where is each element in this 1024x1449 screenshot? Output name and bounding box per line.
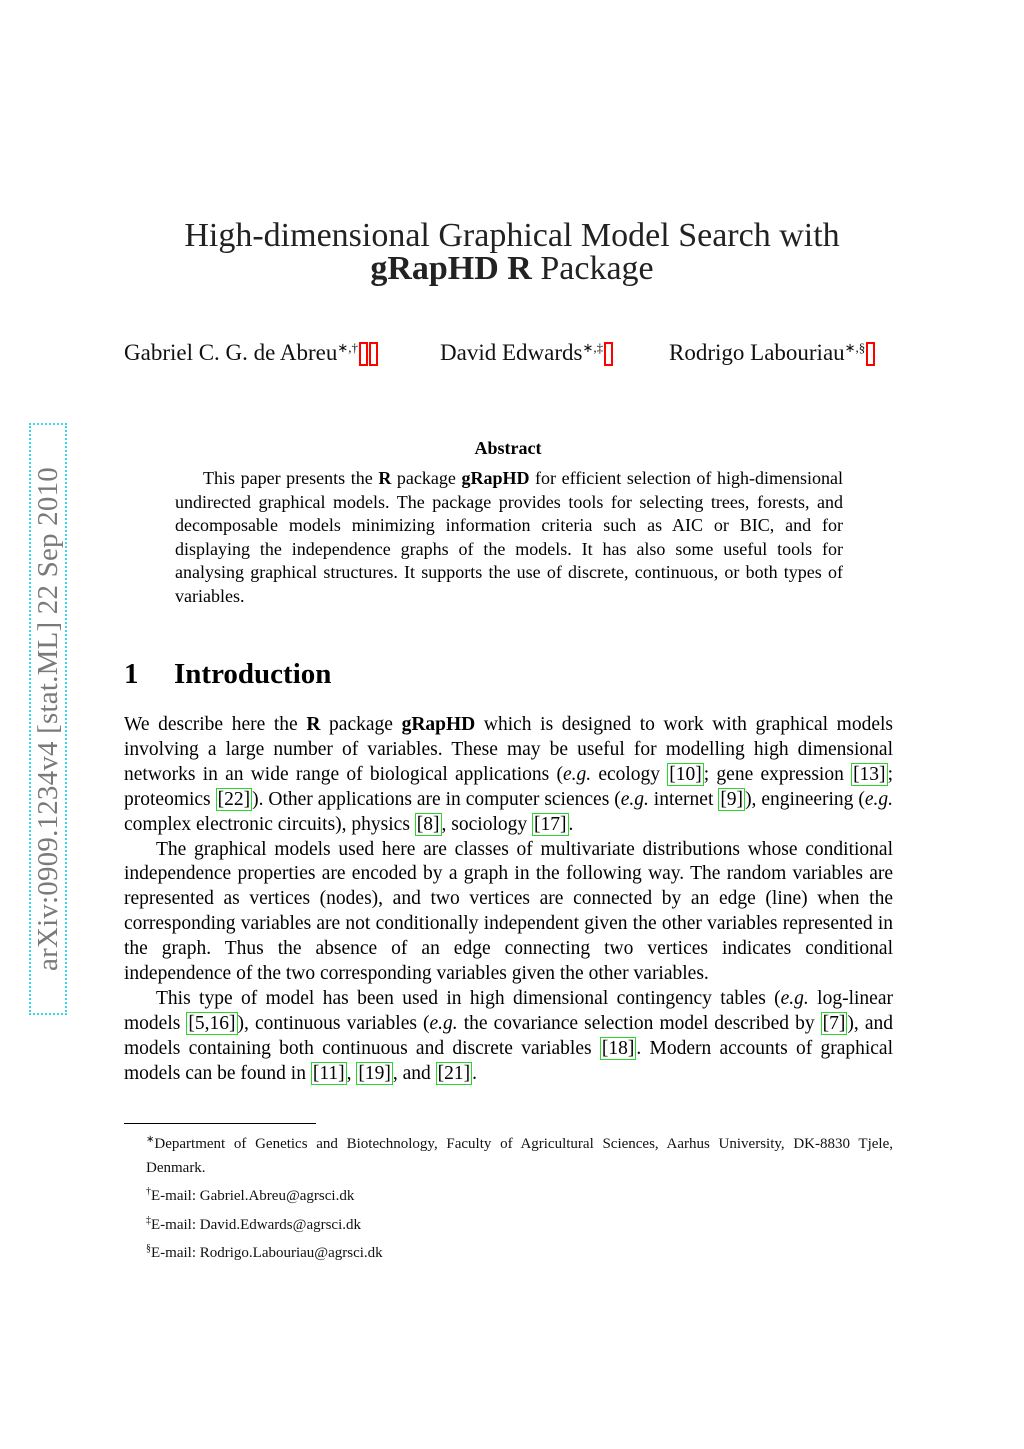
abstract-package-bold: gRapHD xyxy=(461,468,530,488)
body-italic: e.g. xyxy=(562,763,592,785)
intro-paragraph-3 xyxy=(124,987,893,1087)
footnote-link-box[interactable] xyxy=(604,342,613,366)
citation-link[interactable]: [10] xyxy=(669,763,702,785)
arxiv-id: arXiv:0909.1234v4 [stat.ML] 22 Sep 2010 xyxy=(32,467,64,971)
footnote-link-box[interactable] xyxy=(369,342,378,366)
title-package-suffix: Package xyxy=(531,250,654,287)
body-text: ; proteomics xyxy=(124,763,893,810)
section-number: 1 xyxy=(124,658,139,690)
author-abreu xyxy=(124,340,378,366)
body-text: . Modern accounts of graphical models can be found in xyxy=(124,1037,894,1084)
footnote-mark: † xyxy=(146,1186,151,1197)
footnotes xyxy=(124,1128,893,1266)
body-text: log-linear models xyxy=(124,987,893,1034)
author-list xyxy=(124,340,904,372)
citation-link[interactable]: [7] xyxy=(822,1012,846,1034)
body-text: ), engineering ( xyxy=(745,788,865,810)
citation-link[interactable]: [19] xyxy=(358,1062,391,1084)
body-italic: e.g. xyxy=(780,987,809,1009)
body-text: , xyxy=(346,1062,357,1084)
footnote-email-edwards xyxy=(124,1209,893,1238)
footnote-mark: § xyxy=(146,1243,151,1254)
paper-title-line2 xyxy=(0,252,1024,285)
footnote-mark: ∗ xyxy=(146,1134,155,1145)
body-text: , sociology xyxy=(441,813,532,835)
intro-paragraph-1 xyxy=(124,713,893,838)
citation-link[interactable]: [18] xyxy=(601,1037,635,1059)
footnote-divider xyxy=(124,1123,316,1124)
paper-title-line1: High-dimensional Graphical Model Search with xyxy=(184,217,840,254)
abstract-heading: Abstract xyxy=(474,438,542,458)
abstract-body xyxy=(175,467,843,608)
body-text: ), and models containing both continuous and discrete variables xyxy=(124,1012,893,1059)
citation-link[interactable]: [9] xyxy=(720,788,744,810)
author-name: Rodrigo Labouriau xyxy=(669,340,845,365)
body-italic: e.g. xyxy=(864,788,893,810)
footnote-text: E-mail: Rodrigo.Labouriau@agrsci.dk xyxy=(151,1245,383,1261)
body-text: We describe here the xyxy=(124,714,307,735)
author-name: David Edwards xyxy=(440,340,583,365)
author-edwards xyxy=(440,340,613,366)
footnote-link-box[interactable] xyxy=(359,342,368,366)
body-text: . xyxy=(568,813,574,835)
body-italic: e.g. xyxy=(429,1012,458,1034)
footnote-affiliation xyxy=(124,1128,893,1180)
body-r-bold: R xyxy=(306,714,321,735)
arxiv-sidebar-stamp[interactable] xyxy=(29,423,67,1015)
body-text: ecology xyxy=(591,763,668,785)
footnote-text: E-mail: Gabriel.Abreu@agrsci.dk xyxy=(151,1188,355,1204)
intro-paragraph-2: The graphical models used here are classes of multivariate distributions whose conditional independence properties are encoded by a graph in the following way. The random variables are represented as vertices (nodes), and two vertices are connected by an edge (line) when the corresponding variables are not conditionally independent given the other variables represented in the graph. Thus the absence of an edge connecting two vertices indicates conditional independence of the two corresponding variables given the other variables. xyxy=(124,838,893,985)
body-text: complex electronic circuits), physics xyxy=(124,813,415,835)
body-text: ), continuous variables ( xyxy=(237,1012,430,1034)
abstract-r-bold: R xyxy=(378,468,392,488)
citation-link[interactable]: [11] xyxy=(312,1062,345,1084)
body-text: the covariance selection model described by xyxy=(457,1012,821,1034)
body-text: internet xyxy=(648,788,719,810)
citation-link[interactable]: [17] xyxy=(534,813,567,835)
citation-link[interactable]: [8] xyxy=(416,813,440,835)
section-heading-introduction xyxy=(124,658,331,691)
body-text: package xyxy=(320,714,402,735)
footnote-link-box[interactable] xyxy=(866,342,875,366)
body-text: . xyxy=(472,1062,478,1084)
abstract-text: This paper presents the xyxy=(203,468,379,488)
author-affiliation-marks: ∗,† xyxy=(337,340,358,355)
citation-link[interactable]: [13] xyxy=(853,763,886,785)
author-affiliation-marks: ∗,§ xyxy=(844,340,866,355)
body-text: ). Other applications are in computer sciences ( xyxy=(252,788,621,810)
title-package-name: gRapHD R xyxy=(370,250,532,287)
author-labouriau xyxy=(669,340,875,366)
section-title: Introduction xyxy=(174,658,332,690)
abstract-text: for efficient selection of high-dimensional undirected graphical models. The package provides tools for selecting trees, forests, and decomposable models minimizing information criteria such as AIC or BIC, and for displaying the independence graphs of the models. It has also some useful tools for analysing graphical structures. It supports the use of discrete, continuous, or both types of variables. xyxy=(175,468,843,606)
body-text: which is designed to work with graphical models involving a large number of variables. These may be useful for modelling high dimensional networks in an wide range of biological applications ( xyxy=(124,714,894,785)
body-package-bold: gRapHD xyxy=(401,714,476,735)
introduction-body xyxy=(124,713,893,1087)
citation-link[interactable]: [5,16] xyxy=(188,1012,236,1034)
citation-link[interactable]: [22] xyxy=(217,788,251,810)
body-text: ; gene expression xyxy=(703,763,852,785)
body-text: , and xyxy=(392,1062,436,1084)
citation-link[interactable]: [21] xyxy=(437,1062,471,1084)
footnote-text: Department of Genetics and Biotechnology, Faculty of Agricultural Sciences, Aarhus University, DK-8830 Tjele, Denmark. xyxy=(146,1136,893,1176)
body-text: This type of model has been used in high dimensional contingency tables ( xyxy=(156,987,781,1009)
body-italic: e.g. xyxy=(620,788,649,810)
abstract-paragraph xyxy=(175,467,843,608)
author-name: Gabriel C. G. de Abreu xyxy=(124,340,338,365)
footnote-text: E-mail: David.Edwards@agrsci.dk xyxy=(151,1216,362,1233)
footnote-email-labouriau xyxy=(124,1237,893,1266)
author-affiliation-marks: ∗,‡ xyxy=(582,340,604,355)
abstract-text: package xyxy=(391,468,462,488)
footnote-email-abreu xyxy=(124,1180,893,1209)
footnote-mark: ‡ xyxy=(146,1214,151,1226)
